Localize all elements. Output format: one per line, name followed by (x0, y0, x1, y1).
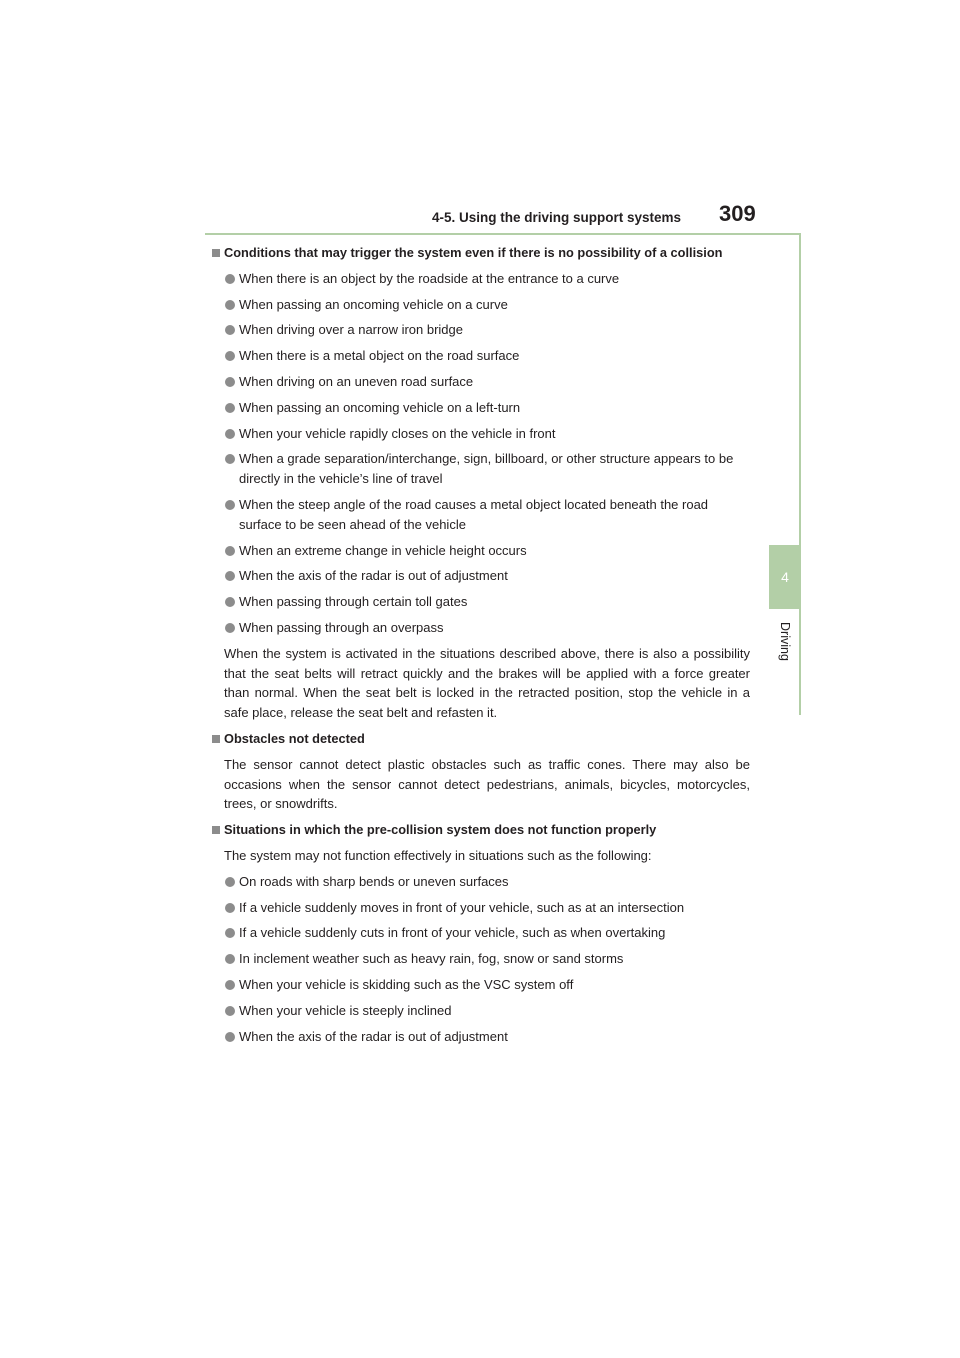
list-item (212, 1027, 750, 1047)
list-item (212, 320, 750, 340)
list-item (212, 346, 750, 366)
round-bullet-icon (225, 928, 235, 938)
round-bullet-icon (225, 546, 235, 556)
square-bullet-icon (212, 826, 220, 834)
page-number: 309 (719, 201, 756, 226)
list-item-text: When your vehicle is skidding such as the VSC system off (239, 976, 574, 992)
list-item (212, 269, 750, 289)
running-header: 4-5. Using the driving support systems (432, 210, 682, 225)
list-item-text: In inclement weather such as heavy rain, fog, snow or sand storms (239, 951, 624, 967)
round-bullet-icon (225, 1006, 235, 1016)
list-item (212, 872, 750, 892)
round-bullet-icon (225, 454, 235, 464)
list-item (212, 618, 750, 638)
list-item (212, 898, 750, 918)
section-heading-text: Conditions that may trigger the system even if there is no possibility of a collision (224, 245, 723, 260)
round-bullet-icon (225, 903, 235, 913)
chapter-tab: 4 (769, 545, 801, 609)
round-bullet-icon (225, 623, 235, 633)
round-bullet-icon (225, 980, 235, 990)
list-item-text: When passing an oncoming vehicle on a left-turn (239, 399, 521, 415)
list-item-text: When passing an oncoming vehicle on a curve (239, 296, 508, 312)
round-bullet-icon (225, 377, 235, 387)
section-heading (212, 243, 750, 263)
round-bullet-icon (225, 429, 235, 439)
header-rule (205, 233, 801, 235)
round-bullet-icon (225, 877, 235, 887)
list-item-text: When there is a metal object on the road surface (239, 348, 520, 364)
round-bullet-icon (225, 597, 235, 607)
list-item-text: If a vehicle suddenly cuts in front of your vehicle, such as when overtaking (239, 925, 666, 941)
list-item-text: When there is an object by the roadside at the entrance to a curve (239, 270, 620, 286)
section-heading-text: Situations in which the pre-collision system does not function properly (224, 822, 657, 838)
round-bullet-icon (225, 325, 235, 335)
list-item (212, 398, 750, 418)
paragraph: The system may not function effectively in situations such as the following: (224, 847, 652, 863)
list-item (212, 372, 750, 392)
list-item-text: When a grade separation/interchange, sign, billboard, or other structure appears to be directly in the vehicle’s line of travel (239, 451, 734, 487)
paragraph: When the system is activated in the situations described above, there is also a possibility that the seat belts will retract quickly and the brakes will be applied with a force greater than normal. When the seat belt is locked in the retracted position, stop the vehicle in a safe place, release the seat belt and refasten it. (224, 645, 750, 721)
list-item-text: On roads with sharp bends or uneven surfaces (239, 873, 509, 889)
chapter-label: Driving (778, 622, 792, 661)
list-item-text: When the axis of the radar is out of adjustment (239, 1028, 508, 1044)
list-item (212, 1001, 750, 1021)
list-item (212, 949, 750, 969)
list-item-text: When the steep angle of the road causes a metal object located beneath the road surface to be seen ahead of the vehicle (239, 496, 709, 532)
round-bullet-icon (225, 1032, 235, 1042)
paragraph: The sensor cannot detect plastic obstacles such as traffic cones. There may also be occasions when the sensor cannot detect pedestrians, animals, bicycles, motorcycles, trees, or snowdrifts. (224, 756, 750, 812)
round-bullet-icon (225, 300, 235, 310)
list-item (212, 923, 750, 943)
list-item (212, 449, 750, 489)
round-bullet-icon (225, 954, 235, 964)
list-item (212, 975, 750, 995)
section-heading (212, 729, 750, 749)
list-item (212, 592, 750, 612)
square-bullet-icon (212, 249, 220, 257)
round-bullet-icon (225, 571, 235, 581)
section-heading (212, 820, 750, 840)
round-bullet-icon (225, 403, 235, 413)
list-item (212, 495, 750, 535)
round-bullet-icon (225, 351, 235, 361)
section-heading-text: Obstacles not detected (224, 730, 365, 746)
square-bullet-icon (212, 735, 220, 743)
round-bullet-icon (225, 274, 235, 284)
list-item-text: When your vehicle rapidly closes on the vehicle in front (239, 425, 556, 441)
list-item-text: When passing through an overpass (239, 619, 444, 635)
round-bullet-icon (225, 500, 235, 510)
list-item-text: When the axis of the radar is out of adjustment (239, 568, 508, 584)
list-item (212, 566, 750, 586)
list-item (212, 541, 750, 561)
list-item-text: When your vehicle is steeply inclined (239, 1002, 452, 1018)
list-item (212, 295, 750, 315)
list-item (212, 424, 750, 444)
list-item-text: When driving over a narrow iron bridge (239, 322, 463, 338)
list-item-text: When driving on an uneven road surface (239, 373, 474, 389)
page-content (212, 243, 750, 1052)
list-item-text: If a vehicle suddenly moves in front of your vehicle, such as at an intersection (239, 899, 685, 915)
list-item-text: When passing through certain toll gates (239, 594, 468, 610)
list-item-text: When an extreme change in vehicle height occurs (239, 542, 527, 558)
